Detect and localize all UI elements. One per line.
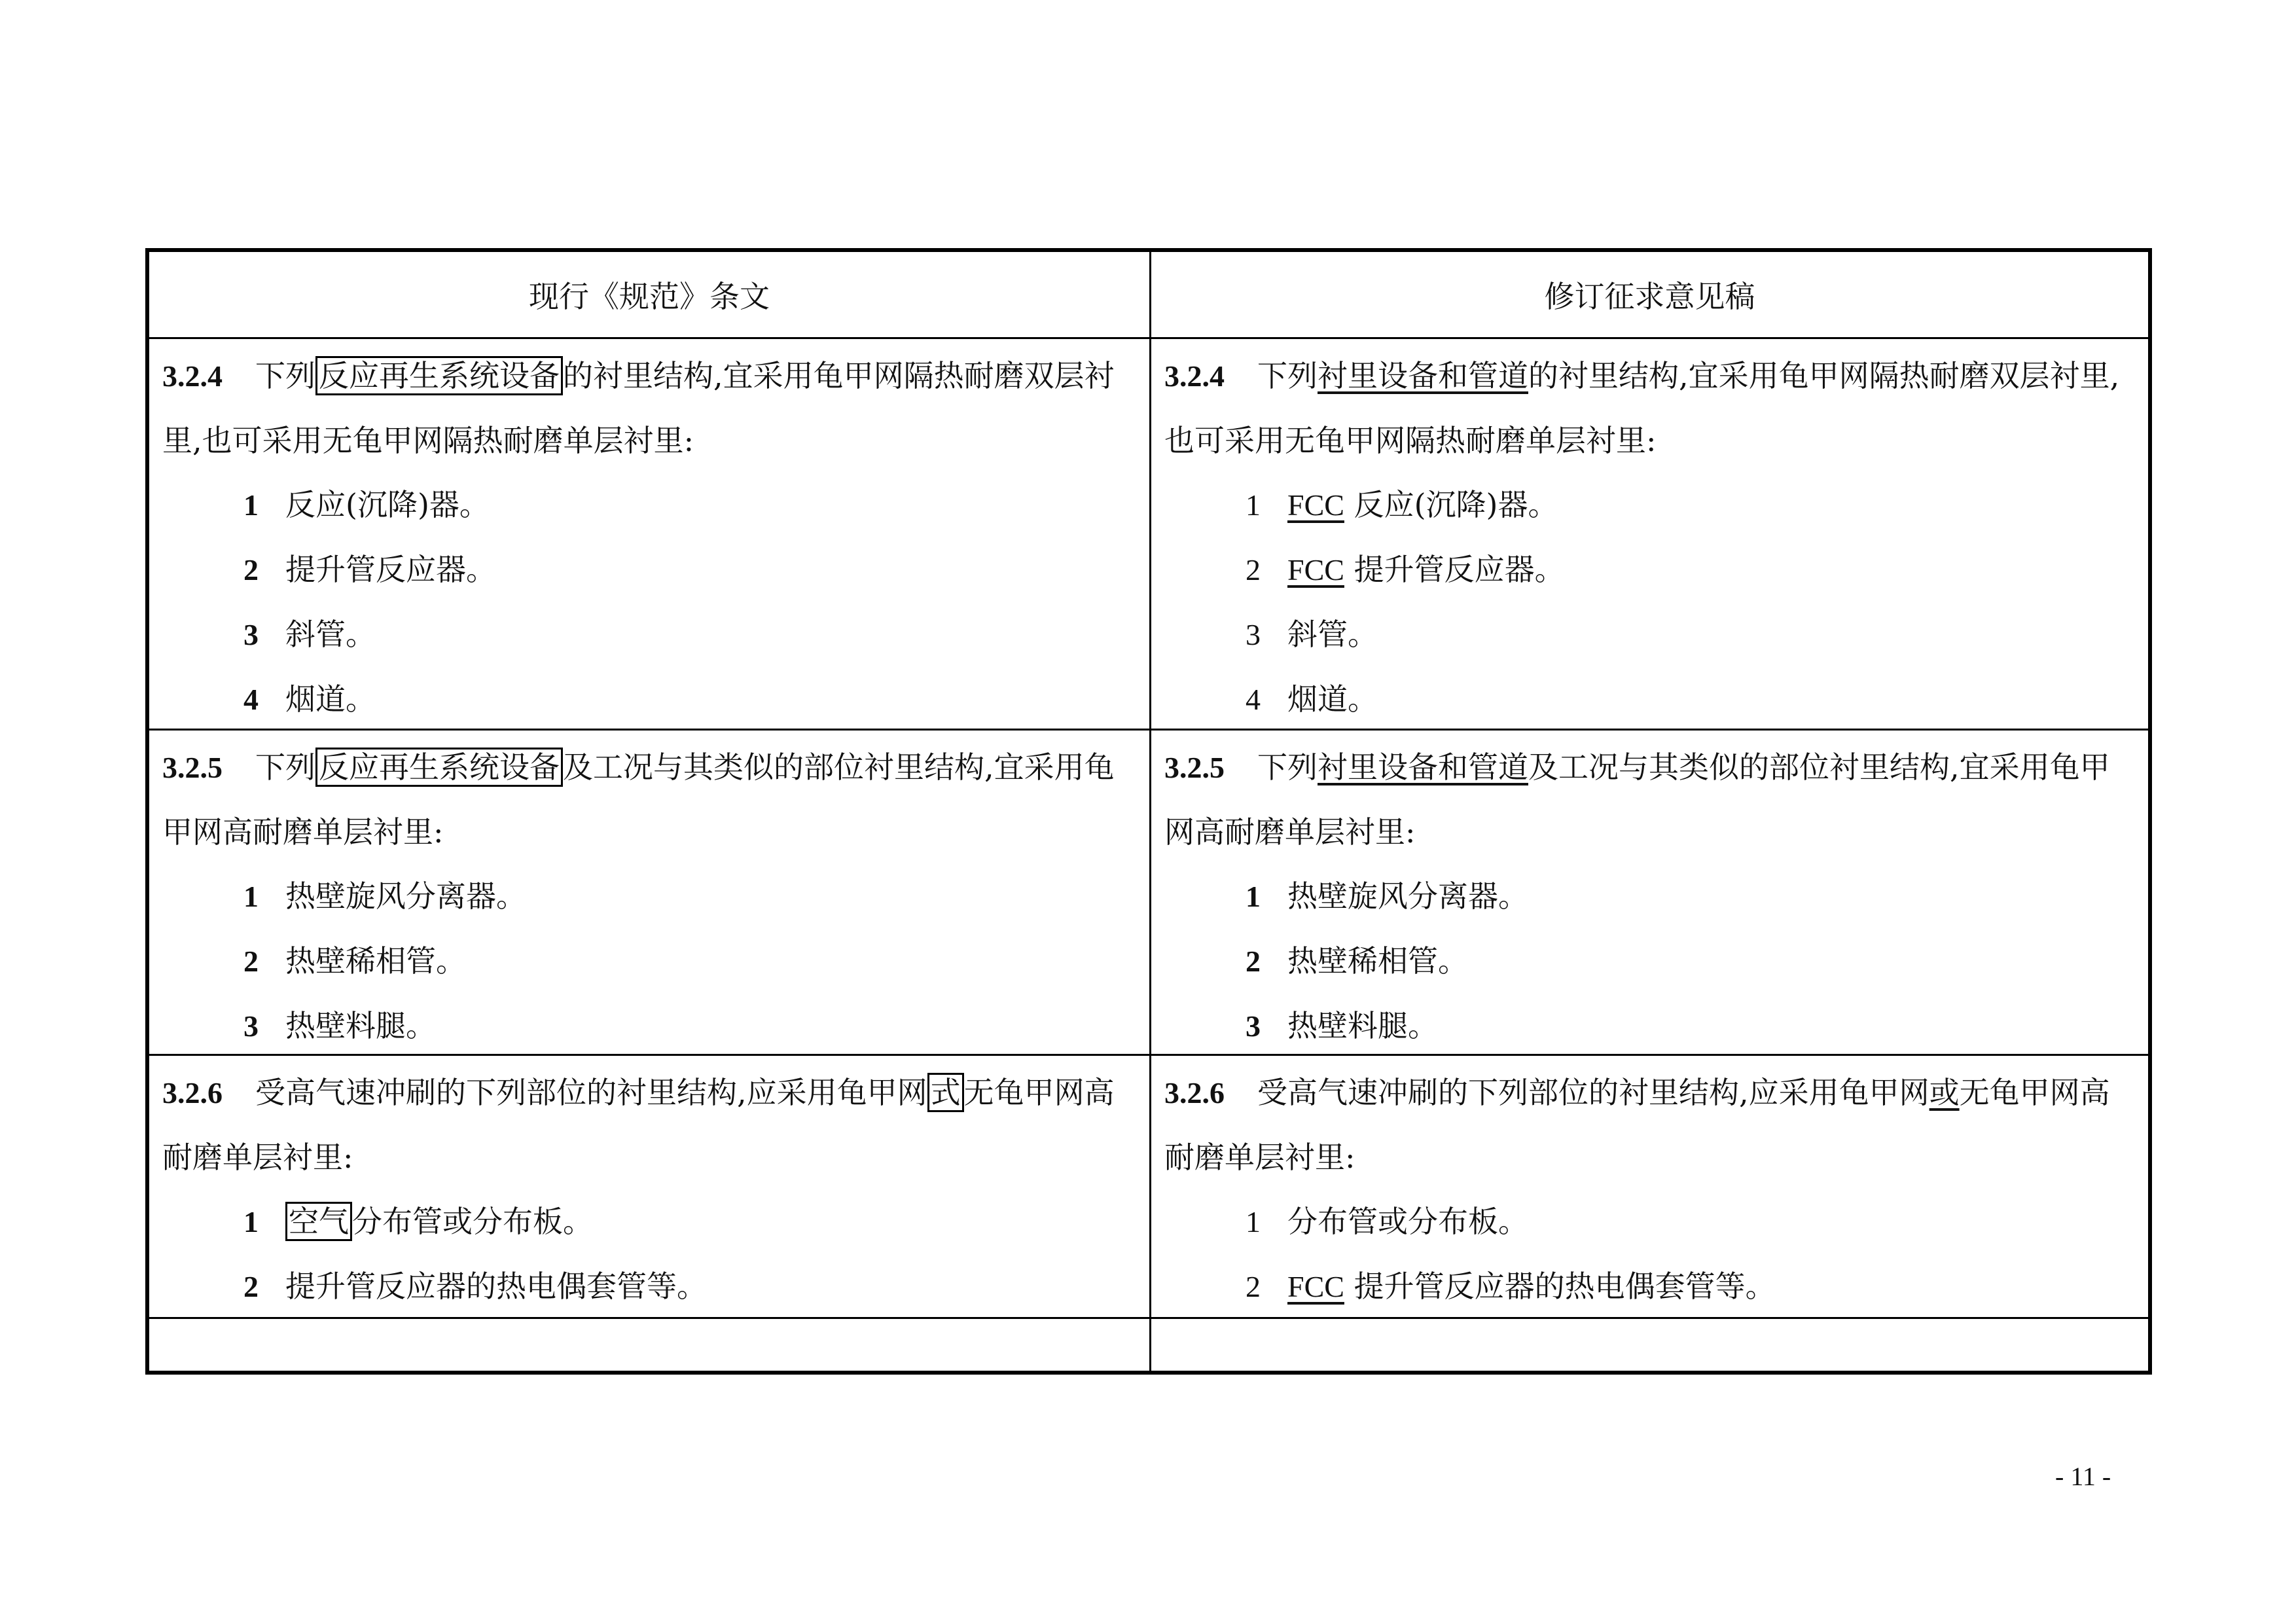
item-number: 1 <box>1246 880 1261 913</box>
item-text: 斜管。 <box>1287 617 1378 652</box>
list-item <box>162 473 1136 537</box>
item-number: 3 <box>243 618 259 651</box>
list-item <box>1164 667 2135 731</box>
clause-number: 3.2.4 <box>162 359 223 393</box>
deleted-text-box: 反应再生系统设备 <box>315 748 563 787</box>
inserted-text: 或 <box>1929 1075 1960 1110</box>
item-number: 2 <box>1246 553 1261 586</box>
item-number: 2 <box>1246 1270 1261 1303</box>
item-text: 热壁料腿。 <box>285 1008 436 1043</box>
empty-cell-left <box>149 1319 1151 1371</box>
list-item <box>1164 1189 2135 1254</box>
list-item <box>1164 864 2135 929</box>
clause-3-2-6-revised <box>1151 1056 2148 1319</box>
list-item <box>162 864 1136 929</box>
clause-text: 下列 <box>1257 358 1318 393</box>
clause-text: 的衬里结构,宜采用龟甲网隔热耐磨双层衬里,也可采用无龟甲网隔热耐磨单层衬里: <box>1164 358 2120 458</box>
deleted-text-box: 空气 <box>285 1202 352 1241</box>
clause-text: 无龟甲网高耐磨单层衬里: <box>162 1075 1115 1175</box>
item-text: 反应(沉降)器。 <box>1354 487 1558 522</box>
clause-3-2-4-revised <box>1151 339 2148 731</box>
item-number: 2 <box>1246 945 1261 978</box>
clause-paragraph <box>1164 344 2135 473</box>
clause-text: 下列 <box>1257 749 1318 785</box>
list-item <box>162 994 1136 1056</box>
clause-text: 受高气速冲刷的下列部位的衬里结构,应采用龟甲网 <box>1257 1075 1929 1110</box>
item-text: 烟道。 <box>285 681 376 717</box>
item-number: 3 <box>1246 618 1261 651</box>
list-item <box>1164 602 2135 667</box>
inserted-text: 衬里设备和管道 <box>1318 358 1528 393</box>
item-text: 提升管反应器。 <box>285 552 496 587</box>
header-revision-draft <box>1151 252 2148 339</box>
clause-paragraph <box>162 1060 1136 1189</box>
inserted-prefix: FCC <box>1287 488 1344 522</box>
item-number: 1 <box>243 1205 259 1238</box>
list-item <box>162 929 1136 994</box>
clause-number: 3.2.5 <box>1164 751 1225 784</box>
comparison-table <box>145 248 2152 1375</box>
item-number: 1 <box>243 488 259 522</box>
item-number: 3 <box>1246 1009 1261 1043</box>
item-text: 热壁旋风分离器。 <box>1287 878 1528 914</box>
item-number: 2 <box>243 553 259 586</box>
list-item <box>162 667 1136 731</box>
clause-text: 下列 <box>255 358 315 393</box>
list-item <box>162 537 1136 602</box>
clause-number: 3.2.4 <box>1164 359 1225 393</box>
list-item <box>1164 994 2135 1056</box>
deleted-text-box: 式 <box>927 1073 964 1112</box>
item-text: 提升管反应器。 <box>1354 552 1565 587</box>
header-current-code-label: 现行《规范》条文 <box>529 279 770 314</box>
item-text: 分布管或分布板。 <box>1287 1204 1528 1239</box>
clause-3-2-5-revised <box>1151 731 2148 1056</box>
inserted-prefix: FCC <box>1287 553 1344 586</box>
item-text: 热壁旋风分离器。 <box>285 878 526 914</box>
item-number: 3 <box>243 1009 259 1043</box>
header-revision-draft-label: 修订征求意见稿 <box>1544 279 1755 314</box>
item-number: 1 <box>1246 488 1261 522</box>
item-text: 热壁稀相管。 <box>1287 943 1468 979</box>
list-item <box>1164 1254 2135 1319</box>
item-number: 1 <box>243 880 259 913</box>
list-item <box>162 1189 1136 1254</box>
inserted-prefix: FCC <box>1287 1270 1344 1303</box>
item-number: 2 <box>243 1270 259 1303</box>
header-current-code <box>149 252 1151 339</box>
item-number: 1 <box>1246 1205 1261 1238</box>
list-item <box>1164 929 2135 994</box>
clause-text: 受高气速冲刷的下列部位的衬里结构,应采用龟甲网 <box>255 1075 927 1110</box>
item-number: 4 <box>1246 683 1261 716</box>
item-text: 分布管或分布板。 <box>352 1204 593 1239</box>
clause-text: 及工况与其类似的部位衬里结构,宜采用龟甲网高耐磨单层衬里: <box>1164 749 2110 850</box>
clause-text: 的衬里结构,宜采用龟甲网隔热耐磨双层衬里,也可采用无龟甲网隔热耐磨单层衬里: <box>162 358 1115 458</box>
clause-text: 及工况与其类似的部位衬里结构,宜采用龟甲网高耐磨单层衬里: <box>162 749 1115 850</box>
item-text: 提升管反应器的热电偶套管等。 <box>1354 1269 1776 1304</box>
empty-cell-right <box>1151 1319 2148 1371</box>
list-item <box>1164 473 2135 537</box>
clause-number: 3.2.5 <box>162 751 223 784</box>
clause-3-2-5-current <box>149 731 1151 1056</box>
clause-paragraph <box>1164 735 2135 864</box>
item-text: 反应(沉降)器。 <box>285 487 490 522</box>
clause-paragraph <box>162 735 1136 864</box>
list-item <box>1164 537 2135 602</box>
clause-paragraph <box>162 344 1136 473</box>
clause-text: 无龟甲网高耐磨单层衬里: <box>1164 1075 2110 1175</box>
item-text: 烟道。 <box>1287 681 1378 717</box>
list-item <box>162 1254 1136 1319</box>
deleted-text-box: 反应再生系统设备 <box>315 356 563 395</box>
item-text: 提升管反应器的热电偶套管等。 <box>285 1269 707 1304</box>
inserted-text: 衬里设备和管道 <box>1318 749 1528 785</box>
item-number: 4 <box>243 683 259 716</box>
clause-number: 3.2.6 <box>162 1076 223 1110</box>
item-text: 热壁稀相管。 <box>285 943 466 979</box>
clause-text: 下列 <box>255 749 315 785</box>
clause-3-2-6-current <box>149 1056 1151 1319</box>
item-text: 热壁料腿。 <box>1287 1008 1438 1043</box>
clause-3-2-4-current <box>149 339 1151 731</box>
clause-paragraph <box>1164 1060 2135 1189</box>
item-text: 斜管。 <box>285 617 376 652</box>
list-item <box>162 602 1136 667</box>
clause-number: 3.2.6 <box>1164 1076 1225 1110</box>
page-number: - 11 - <box>2055 1462 2111 1491</box>
item-number: 2 <box>243 945 259 978</box>
